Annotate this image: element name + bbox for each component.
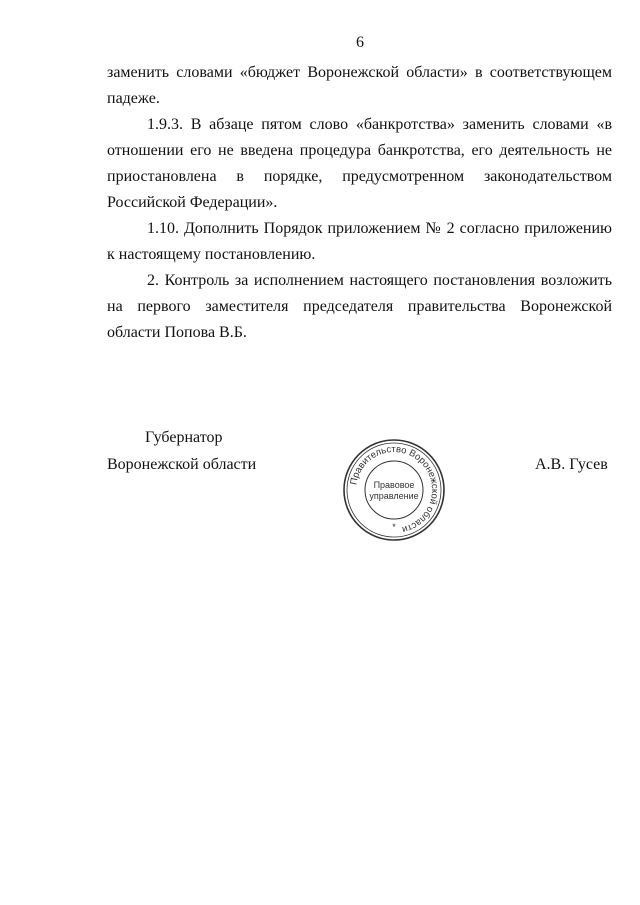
seal-inner-line2: управление [369,491,419,501]
page-number: 6 [356,34,364,51]
seal-inner-line1: Правовое [373,480,415,490]
document-body [107,60,612,346]
seal-star: * [392,522,396,532]
paragraph: заменить словами «бюджет Воронежской области» в соответствующем падеже. [107,64,612,107]
signatory-title-line2: Воронежской области [107,456,257,473]
signatory-title-line1: Губернатор [145,429,223,446]
seal-icon [342,438,446,542]
signatory-name: А.В. Гусев [535,456,608,473]
seal-inner-ring [365,461,423,519]
official-seal [342,438,446,542]
seal-outer-text: Правительство Воронежской области [348,443,441,536]
paragraph: 2. Контроль за исполнением настоящего постановления возложить на первого заместителя председателя правительства Воронежской области Попова В.Б. [107,272,612,341]
paragraph: 1.10. Дополнить Порядок приложением № 2 согласно приложению к настоящему постановлению. [107,220,612,263]
paragraph: 1.9.3. В абзаце пятом слово «банкротства» заменить словами «в отношении его не введена процедура банкротства, его деятельность не приостановлена в порядке, предусмотренном законодательством Российской Федерации». [107,116,612,211]
